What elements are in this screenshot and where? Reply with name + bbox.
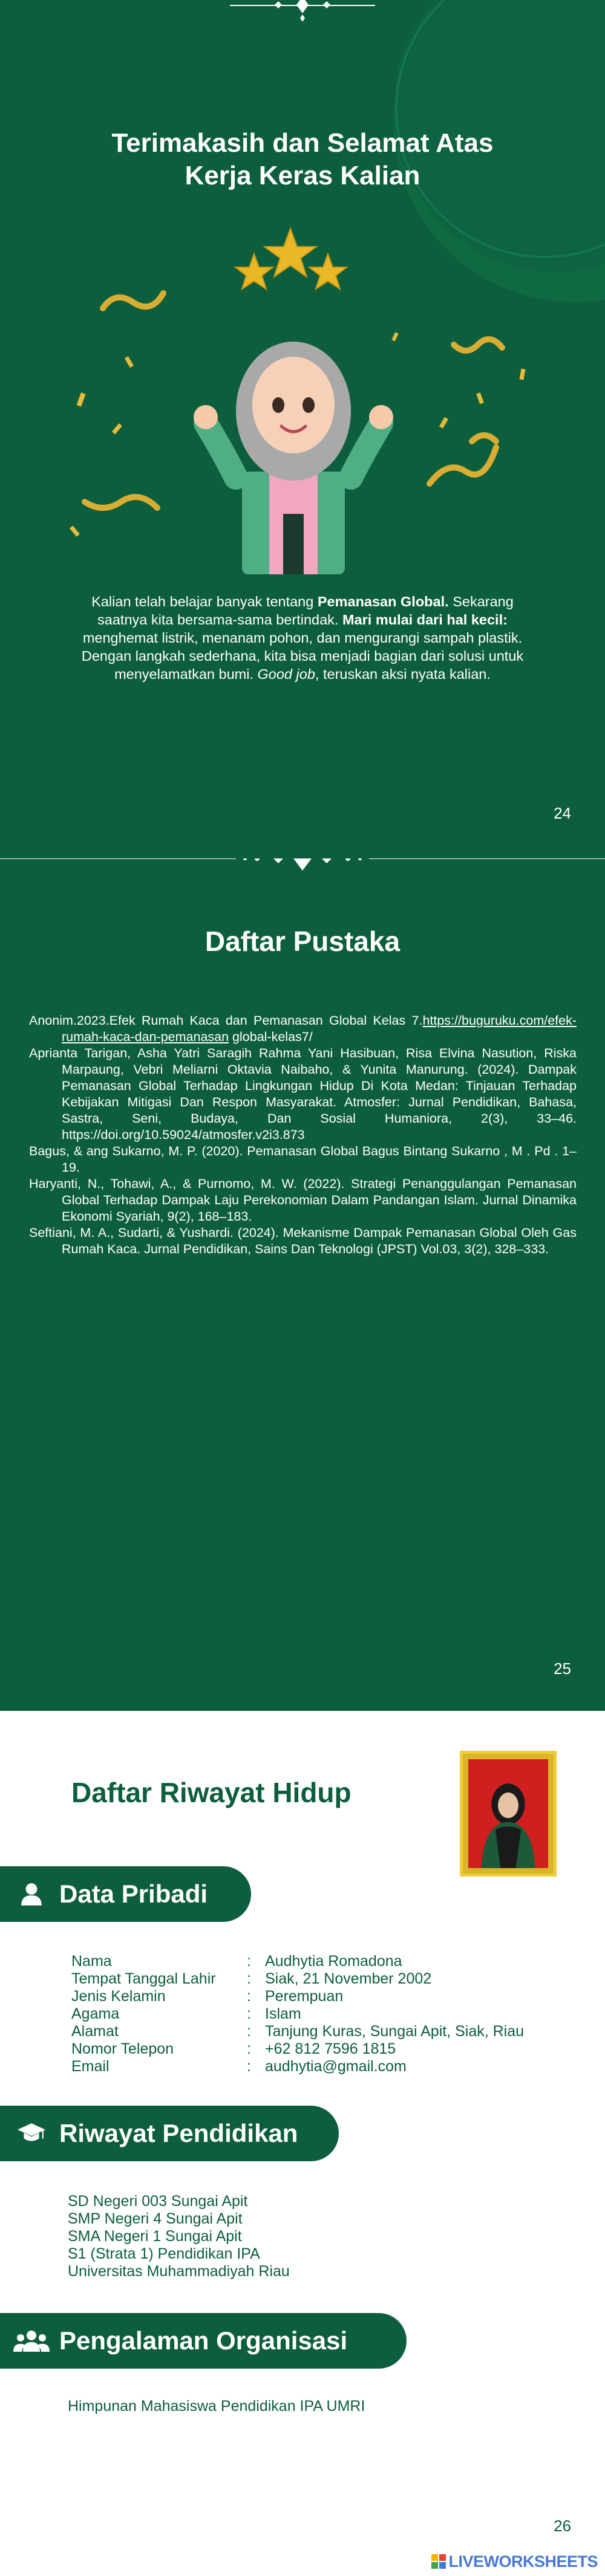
section-organization <box>0 2313 407 2369</box>
closing-bold-2: Mari mulai dari hal kecil: <box>342 612 508 628</box>
section-organization-label: Pengalaman Organisasi <box>59 2326 348 2355</box>
personal-row <box>71 2058 524 2075</box>
personal-value: audhytia@gmail.com <box>265 2058 407 2075</box>
education-item: SMA Negeri 1 Sungai Apit <box>68 2228 242 2245</box>
character-figure <box>194 342 393 574</box>
page-26 <box>0 1711 605 2576</box>
education-item: S1 (Strata 1) Pendidikan IPA <box>68 2245 260 2262</box>
closing-bold-1: Pemanasan Global. <box>317 594 449 609</box>
personal-row <box>71 2005 524 2023</box>
graduation-cap-icon <box>13 2115 50 2152</box>
reference-item: Aprianta Tarigan, Asha Yatri Saragih Rahma Yani Hasibuan, Risa Elvina Nasution, Riska Marpaung, Vebri Meliarni Oktavia Naibaho, & Yunita Manurung. (2024). Dampak Pemanasan Global Terhadap Lingkungan Hidup Di Kota Medan: Tinjauan Terhadap Kebijakan Mitigasi Dan Respon Masyarakat. Atmosfer: Jurnal Pendidikan, Bahasa, Sastra, Seni, Budaya, Dan Sosial Humaniora, 2(3), 33–46. https://doi.org/10.59024/atmosfer.v2i3.873 <box>29 1046 577 1142</box>
personal-sep: : <box>247 2040 251 2057</box>
closing-title-line-2: Kerja Keras Kalian <box>185 161 420 190</box>
personal-value: Tanjung Kuras, Sungai Apit, Siak, Riau <box>265 2023 525 2040</box>
profile-photo-frame <box>460 1751 557 1877</box>
personal-sep: : <box>247 1970 251 1987</box>
personal-row <box>71 1970 524 1988</box>
reference-item: Haryanti, N., Tohawi, A., & Purnomo, M. W. (2022). Strategi Penanggulangan Pemanasan Global Terhadap Dampak Laju Perekonomian Dalam Pandangan Islam. Jurnal Dinamika Ekonomi Syariah, 9(2), 168–183. <box>29 1176 577 1224</box>
closing-italic: Good job <box>257 666 315 682</box>
page-number-26: 26 <box>554 2517 571 2535</box>
personal-key: Jenis Kelamin <box>71 1988 166 2005</box>
personal-sep: : <box>247 2005 251 2022</box>
brand-label: LIVEWORKSHEETS <box>448 2552 598 2571</box>
education-item: Universitas Muhammadiyah Riau <box>68 2263 290 2280</box>
personal-value: Islam <box>265 2005 301 2022</box>
personal-key: Nomor Telepon <box>71 2040 174 2057</box>
page-number-24: 24 <box>554 804 571 822</box>
cv-title: Daftar Riwayat Hidup <box>71 1777 352 1808</box>
organization-list <box>68 2398 365 2415</box>
closing-text-2: Sekarang saatnya kita bersama-sama bertindak. <box>97 594 514 628</box>
reference-item: Bagus, & ang Sukarno, M. P. (2020). Pemanasan Global Bagus Bintang Sukarno , M . Pd . 1–19. <box>29 1144 577 1175</box>
ornament-icon <box>218 0 387 27</box>
personal-sep: : <box>247 1953 251 1970</box>
reference-item <box>29 1013 577 1045</box>
reference-text: Anonim.2023.Efek Rumah Kaca dan Pemanasan Global Kelas 7. <box>29 1013 423 1028</box>
personal-row <box>71 2040 524 2058</box>
personal-key: Alamat <box>71 2023 119 2040</box>
education-item: SD Negeri 003 Sungai Apit <box>68 2193 248 2210</box>
section-personal-label: Data Pribadi <box>59 1880 208 1908</box>
personal-value: Perempuan <box>265 1988 344 2005</box>
education-item: SMP Negeri 4 Sungai Apit <box>68 2210 243 2227</box>
people-group-icon <box>13 2323 50 2359</box>
personal-value: Audhytia Romadona <box>265 1953 402 1970</box>
references-title: Daftar Pustaka <box>204 926 401 957</box>
references-list <box>29 1013 577 1257</box>
page-25 <box>0 858 605 1711</box>
closing-text-1: Kalian telah belajar banyak tentang <box>91 594 318 609</box>
reference-link[interactable]: https://buguruku.com/efek-rumah-kaca-dan-pemanasan <box>62 1013 577 1044</box>
personal-value: Siak, 21 November 2002 <box>265 1970 432 1987</box>
section-education <box>0 2106 339 2161</box>
reference-text: global-kelas7/ <box>229 1030 313 1044</box>
closing-title-line-1: Terimakasih dan Selamat Atas <box>111 128 494 158</box>
personal-data-table <box>71 1953 524 2075</box>
section-personal-data <box>0 1866 251 1922</box>
page-number-25: 25 <box>554 1659 571 1678</box>
personal-row <box>71 1953 524 1970</box>
personal-sep: : <box>247 1988 251 2005</box>
closing-text-4: , teruskan aksi nyata kalian. <box>315 666 491 682</box>
ornament-icon <box>0 858 605 877</box>
personal-value: +62 812 7596 1815 <box>265 2040 396 2057</box>
personal-sep: : <box>247 2058 251 2075</box>
personal-row <box>71 2023 524 2040</box>
personal-key: Nama <box>71 1953 112 1970</box>
personal-row <box>71 1988 524 2005</box>
personal-key: Tempat Tanggal Lahir <box>71 1970 216 1987</box>
closing-text-3: menghemat listrik, menanam pohon, dan mengurangi sampah plastik. Dengan langkah sederhana, kita bisa menjadi bagian dari solusi untuk menyelamatkan bumi. <box>81 630 524 682</box>
reference-item: Seftiani, M. A., Sudarti, & Yushardi. (2024). Mekanisme Dampak Pemanasan Global Oleh Gas Rumah Kaca. Jurnal Pendidikan, Sains Dan Teknologi (JPST) Vol.03, 3(2), 328–333. <box>29 1225 577 1256</box>
celebration-illustration <box>54 212 551 574</box>
profile-photo <box>468 1759 548 1868</box>
education-list <box>68 2193 290 2280</box>
personal-sep: : <box>247 2023 251 2040</box>
section-education-label: Riwayat Pendidikan <box>59 2119 298 2147</box>
personal-key: Email <box>71 2058 110 2075</box>
closing-title <box>0 127 605 192</box>
star-icon <box>235 229 347 289</box>
organization-item: Himpunan Mahasiswa Pendidikan IPA UMRI <box>68 2398 365 2415</box>
closing-message <box>67 592 538 683</box>
liveworksheets-logo[interactable] <box>431 2552 598 2571</box>
page-24 <box>0 0 605 858</box>
user-icon <box>13 1876 50 1912</box>
personal-key: Agama <box>71 2005 120 2022</box>
logo-grid-icon <box>431 2554 446 2569</box>
